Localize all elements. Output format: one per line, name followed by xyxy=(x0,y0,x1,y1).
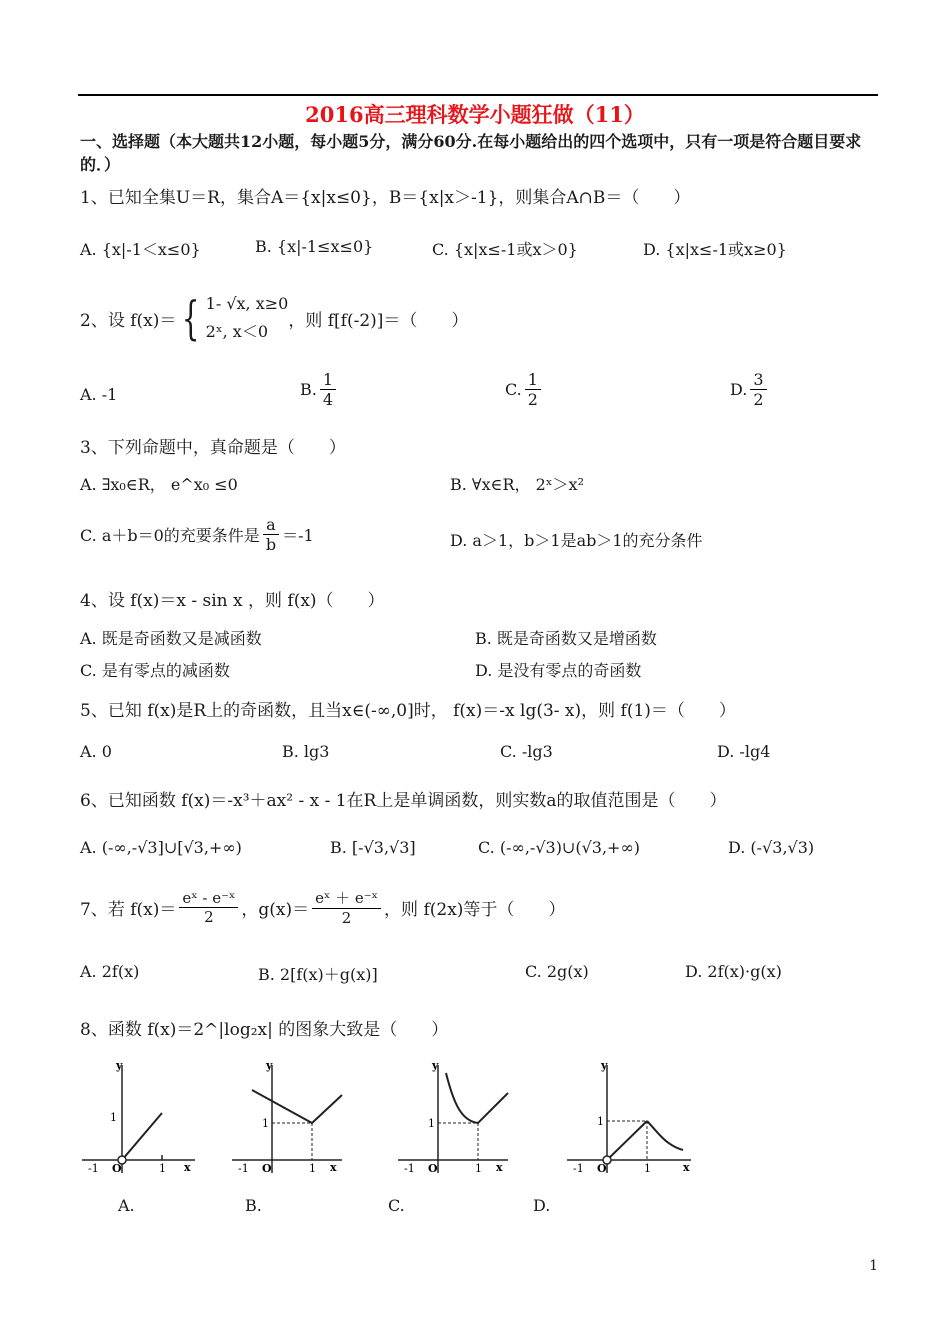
page-title: 2016高三理科数学小题狂做（11） xyxy=(305,102,645,127)
q5-option-b: B. lg3 xyxy=(282,742,330,761)
q5-option-c: C. -lg3 xyxy=(500,742,553,761)
page-number: 1 xyxy=(869,1258,878,1274)
q5-option-a: A. 0 xyxy=(80,742,112,761)
tick-neg1: -1 xyxy=(404,1162,415,1175)
tick-1-y: 1 xyxy=(428,1117,435,1130)
tick-1-y: 1 xyxy=(262,1117,269,1130)
q3-option-c-label: C. a＋b＝0的充要条件是 xyxy=(80,526,260,545)
tick-1-x: 1 xyxy=(475,1162,482,1175)
q8-option-d: D. xyxy=(533,1196,551,1215)
question-3-stem: 3、下列命题中，真命题是（ ） xyxy=(80,438,346,458)
q3-option-c-tail: ＝-1 xyxy=(282,526,314,545)
q3-option-c-fraction xyxy=(263,515,279,554)
q7-fraction-f xyxy=(179,889,238,926)
y-label: y xyxy=(432,1059,439,1072)
q2-piecewise xyxy=(206,290,289,346)
question-1-stem: 1、已知全集U＝R，集合A＝{x|x≤0}，B＝{x|x＞-1}，则集合A∩B＝（ ） xyxy=(80,188,691,208)
top-rule xyxy=(78,94,878,96)
fraction-denominator: 2 xyxy=(179,907,238,926)
question-4-stem: 4、设 f(x)＝x - sin x ，则 f(x)（ ） xyxy=(80,591,385,611)
tick-1-x: 1 xyxy=(644,1162,651,1175)
x-label: x xyxy=(330,1161,337,1174)
left-brace-icon: { xyxy=(182,291,200,345)
q7-stem-part-1: 7、若 f(x)＝ xyxy=(80,899,177,920)
q6-option-c: C. (-∞,-√3)∪(√3,+∞) xyxy=(478,838,641,857)
q3-option-d: D. a＞1，b＞1是ab＞1的充分条件 xyxy=(450,531,703,550)
q4-option-a: A. 既是奇函数又是减函数 xyxy=(80,629,262,648)
q4-option-b: B. 既是奇函数又是增函数 xyxy=(475,629,657,648)
q2-option-d-fraction xyxy=(750,370,766,409)
origin-label: O xyxy=(112,1162,122,1175)
q7-option-a: A. 2f(x) xyxy=(80,962,140,981)
x-label: x xyxy=(496,1161,503,1174)
q8-option-a: A. xyxy=(118,1196,135,1215)
question-5-stem: 5、已知 f(x)是R上的奇函数，且当x∈(-∞,0]时， f(x)＝-x lg(3- x)，则 f(1)＝（ ） xyxy=(80,701,736,721)
q1-option-a: A. {x|-1＜x≤0} xyxy=(80,240,201,259)
fraction-denominator: 4 xyxy=(320,389,336,409)
q7-fraction-g xyxy=(312,887,381,927)
origin-label: O xyxy=(597,1162,607,1175)
q6-option-a: A. (-∞,-√3]∪[√3,+∞) xyxy=(80,838,242,857)
q2-piece-2: 2ˣ, x＜0 xyxy=(205,322,268,341)
q3-option-b: B. ∀x∈R， 2ˣ＞x² xyxy=(450,475,584,494)
q2-option-a: A. -1 xyxy=(80,385,118,404)
tick-1-y: 1 xyxy=(110,1111,117,1124)
q2-option-c-fraction xyxy=(525,370,541,409)
x-label: x xyxy=(683,1161,690,1174)
q2-piece-1: 1- √x, x≥0 xyxy=(205,294,289,313)
graph-b xyxy=(230,1055,350,1175)
y-label: y xyxy=(116,1059,123,1072)
q3-option-a: A. ∃x₀∈R， e^x₀ ≤0 xyxy=(80,475,238,494)
tick-1-y: 1 xyxy=(597,1115,604,1128)
fraction-numerator: a xyxy=(266,515,276,534)
y-label: y xyxy=(601,1059,608,1072)
q3-option-c xyxy=(80,515,314,554)
q5-option-d: D. -lg4 xyxy=(717,742,771,761)
question-8-stem: 8、函数 f(x)＝2^|log₂x| 的图象大致是（ ） xyxy=(80,1020,449,1040)
graph-a xyxy=(80,1055,200,1175)
y-label: y xyxy=(266,1059,273,1072)
q2-option-c xyxy=(505,370,544,409)
tick-neg1: -1 xyxy=(88,1162,99,1175)
fraction-numerator: 3 xyxy=(753,370,764,389)
tick-1-x: 1 xyxy=(309,1162,316,1175)
fraction-numerator: eˣ - e⁻ˣ xyxy=(182,888,236,907)
q7-option-d: D. 2f(x)·g(x) xyxy=(685,962,782,981)
q2-stem-suffix: ，则 f[f(-2)]＝（ ） xyxy=(288,310,469,331)
x-label: x xyxy=(184,1161,191,1174)
tick-neg1: -1 xyxy=(238,1162,249,1175)
question-6-stem: 6、已知函数 f(x)＝-x³＋ax² - x - 1在R上是单调函数，则实数a的取值范围是（ ） xyxy=(80,791,727,811)
q6-option-d: D. (-√3,√3) xyxy=(728,838,815,857)
fraction-denominator: b xyxy=(263,534,279,554)
graph-line xyxy=(122,1113,162,1160)
q2-stem-prefix: 2、设 f(x)＝ xyxy=(80,310,177,331)
q2-option-d-label: D. xyxy=(730,380,748,399)
fraction-numerator: 1 xyxy=(527,370,538,389)
graph-c xyxy=(396,1055,516,1175)
q1-option-c: C. {x|x≤-1或x＞0} xyxy=(432,240,578,259)
q4-option-c: C. 是有零点的减函数 xyxy=(80,661,230,680)
graph-d xyxy=(565,1055,695,1175)
q7-option-b: B. 2[f(x)＋g(x)] xyxy=(258,965,378,984)
tick-neg1: -1 xyxy=(573,1162,584,1175)
fraction-numerator: 1 xyxy=(322,370,334,389)
fraction-denominator: 2 xyxy=(750,389,766,409)
tick-1-x: 1 xyxy=(159,1162,166,1175)
q6-option-b: B. [-√3,√3] xyxy=(330,838,416,857)
q2-option-b xyxy=(300,370,339,409)
q4-option-d: D. 是没有零点的奇函数 xyxy=(475,661,642,680)
origin-label: O xyxy=(428,1162,438,1175)
section-header: 一、选择题（本大题共12小题，每小题5分，满分60分.在每小题给出的四个选项中，只有一项是符合题目要求的．） xyxy=(80,132,862,174)
q2-option-b-fraction xyxy=(320,370,336,409)
q1-option-d: D. {x|x≤-1或x≥0} xyxy=(643,240,787,259)
question-7-stem xyxy=(80,887,565,927)
q7-stem-part-2: ，g(x)＝ xyxy=(241,899,310,920)
fraction-denominator: 2 xyxy=(525,389,541,409)
q2-option-b-label: B. xyxy=(300,380,317,399)
q2-option-d xyxy=(730,370,770,409)
q8-option-b: B. xyxy=(245,1196,262,1215)
q7-stem-part-3: ，则 f(2x)等于（ ） xyxy=(384,899,566,920)
fraction-denominator: 2 xyxy=(312,908,381,927)
q1-option-b: B. {x|-1≤x≤0} xyxy=(255,237,374,256)
fraction-numerator: eˣ ＋ e⁻ˣ xyxy=(315,889,379,907)
q8-option-c: C. xyxy=(388,1196,405,1215)
origin-label: O xyxy=(262,1162,272,1175)
question-2-stem xyxy=(80,290,468,346)
q2-option-c-label: C. xyxy=(505,380,522,399)
q7-option-c: C. 2g(x) xyxy=(525,962,589,981)
